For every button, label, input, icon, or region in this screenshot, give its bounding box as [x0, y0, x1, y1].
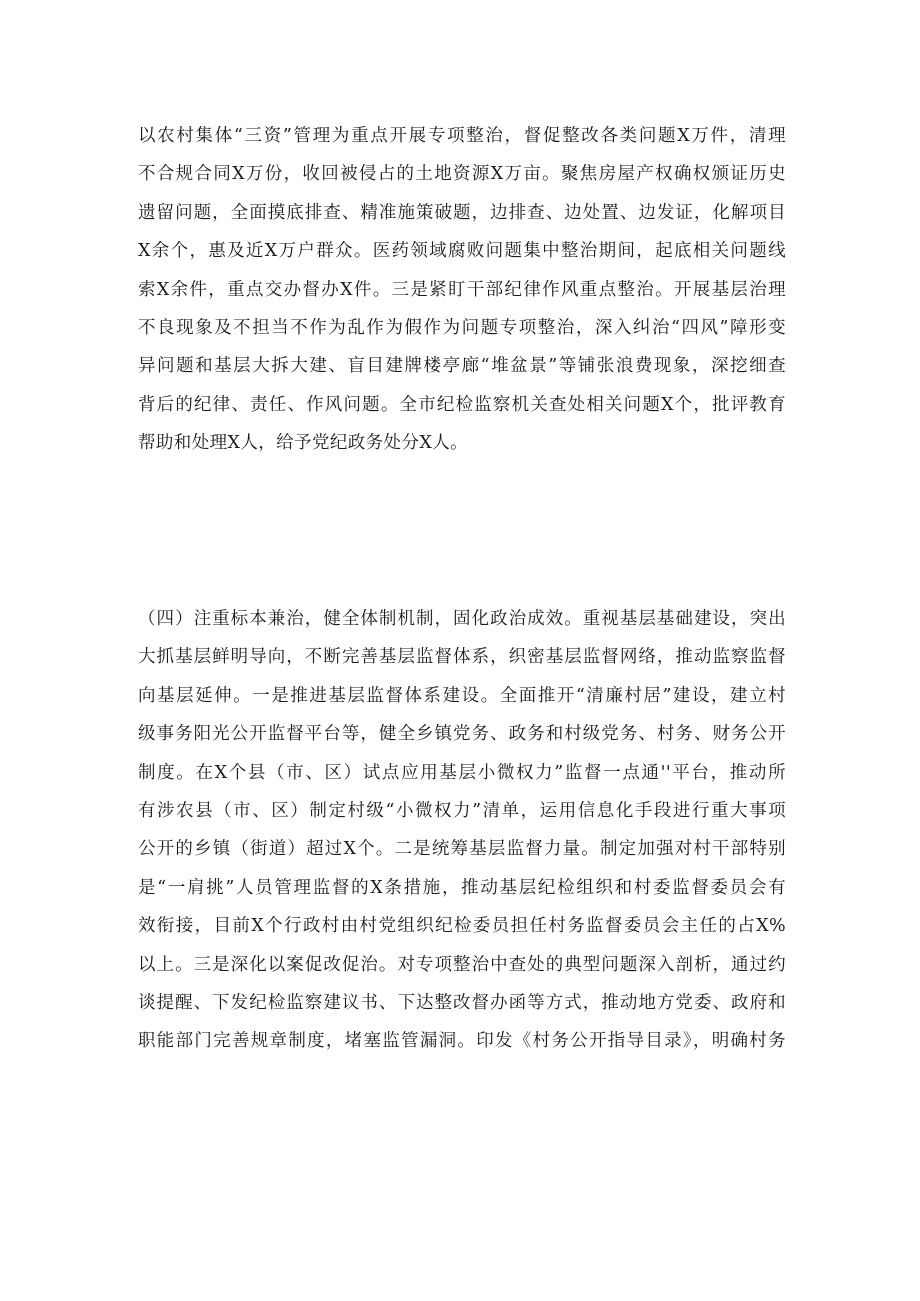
text-line: 谈提醒、下发纪检监察建议书、下达整改督办函等方式，推动地方党委、政府和	[138, 992, 786, 1013]
text-line: X余个，惠及近X万户群众。医药领域腐败问题集中整治期间，起底相关问题线	[138, 241, 786, 262]
text-line: 以上。三是深化以案促改促治。对专项整治中查处的典型问题深入剖析，通过约	[138, 954, 786, 975]
text-line: 索X余件，重点交办督办X件。三是紧盯干部纪律作风重点整治。开展基层治理	[138, 279, 786, 300]
paragraph-rural-assets	[138, 117, 786, 463]
text-line: 不良现象及不担当不作为乱作为假作为问题专项整治，深入纠治“四风”障形变	[138, 317, 786, 338]
text-line: 公开的乡镇（街道）超过X个。二是统筹基层监督力量。制定加强对村干部特别	[138, 839, 786, 860]
text-line: 制度。在X个县（市、区）试点应用基层小微权力”监督一点通''平台，推动所	[138, 762, 786, 783]
text-line: 帮助和处理X人，给予党纪政务处分X人。	[138, 433, 469, 454]
text-line: 向基层延伸。一是推进基层监督体系建设。全面推开“清廉村居”建设，建立村	[138, 685, 786, 706]
text-line: 职能部门完善规章制度，堵塞监管漏洞。印发《村务公开指导目录》，明确村务	[138, 1031, 786, 1052]
text-line: 效衔接，目前X个行政村由村党组织纪检委员担任村务监督委员会主任的占X%	[138, 916, 786, 937]
text-line: 不合规合同X万份，收回被侵占的土地资源X万亩。聚焦房屋产权确权颁证历史	[138, 164, 786, 185]
paragraph-section-four	[138, 600, 786, 1061]
text-line: 是“一肩挑”人员管理监督的X条措施，推动基层纪检组织和村委监督委员会有	[138, 877, 786, 898]
text-line: 大抓基层鲜明导向，不断完善基层监督体系，织密基层监督网络，推动监察监督	[138, 647, 786, 668]
text-line: 级事务阳光公开监督平台等，健全乡镇党务、政务和村级党务、村务、财务公开	[138, 724, 786, 745]
text-line: 异问题和基层大拆大建、盲目建牌楼亭廊“堆盆景”等铺张浪费现象，深挖细查	[138, 356, 786, 377]
text-line: 有涉农县（市、区）制定村级“小微权力”清单，运用信息化手段进行重大事项	[138, 800, 786, 821]
text-line: 遗留问题，全面摸底排查、精准施策破题，边排查、边处置、边发证，化解项目	[138, 202, 786, 223]
text-line: 以农村集体“三资”管理为重点开展专项整治，督促整改各类问题X万件，清理	[138, 126, 786, 146]
section-heading-line: （四）注重标本兼治，健全体制机制，固化政治成效。重视基层基础建设，突出	[138, 609, 786, 629]
text-line: 背后的纪律、责任、作风问题。全市纪检监察机关查处相关问题X个，批评教育	[138, 394, 786, 415]
